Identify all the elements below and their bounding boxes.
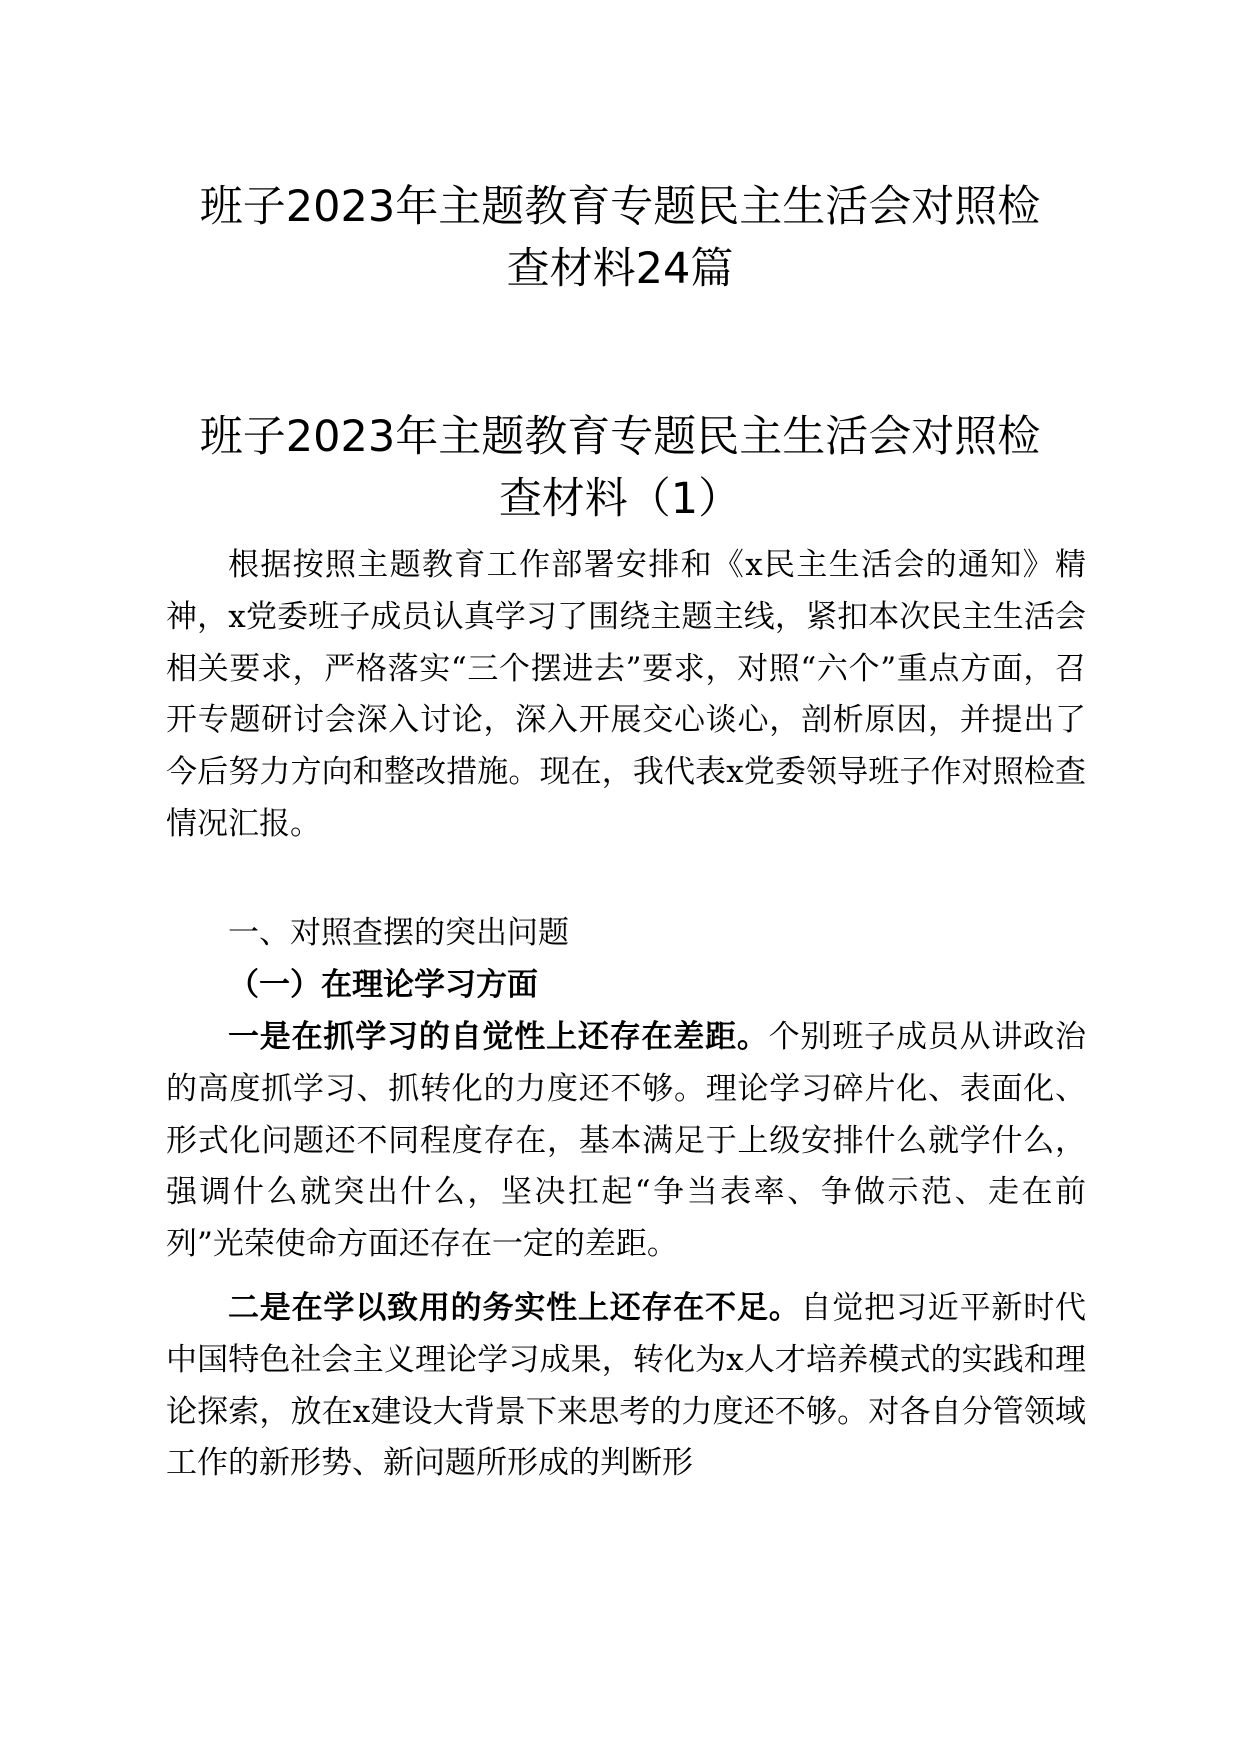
paragraph-2-lead: 二是在学以致用的务实性上还存在不足。 — [228, 1290, 801, 1326]
article-title-line2: 查材料（1） — [498, 474, 742, 524]
paragraph-1 — [166, 1012, 1086, 1271]
paragraph-1-text: 个别班子成员从讲政治的高度抓学习、抓转化的力度还不够。理论学习碎片化、表面化、形式化问题还不同程度存在，基本满足于上级安排什么就学什么，强调什么就突出什么，坚决扛起“争当表率、争做示范、走在前列”光荣使命方面还存在一定的差距。 — [166, 1019, 1087, 1263]
article-title-line1: 班子2023年主题教育专题民主生活会对照检 — [199, 412, 1041, 462]
document-title — [160, 176, 1080, 300]
section-heading: 一、对照查摆的突出问题 — [228, 915, 569, 951]
document-title-line1: 班子2023年主题教育专题民主生活会对照检 — [199, 182, 1041, 232]
subsection-heading: （一）在理论学习方面 — [228, 967, 538, 1003]
paragraph-1-lead: 一是在抓学习的自觉性上还存在差距。 — [228, 1019, 769, 1055]
paragraph-2-text: 自觉把习近平新时代中国特色社会主义理论学习成果，转化为x人才培养模式的实践和理论探索，放在x建设大背景下来思考的力度还不够。对各自分管领域工作的新形势、新问题所形成的判断形 — [166, 1290, 1087, 1482]
intro-paragraph: 根据按照主题教育工作部署安排和《x民主生活会的通知》精神，x党委班子成员认真学习了围绕主题主线，紧扣本次民主生活会相关要求，严格落实“三个摆进去”要求，对照“六个”重点方面，召开专题研讨会深入讨论，深入开展交心谈心，剖析原因，并提出了今后努力方向和整改措施。现在，我代表x党委领导班子作对照检查情况汇报。 — [166, 547, 1086, 842]
document-title-line2: 查材料24篇 — [506, 244, 734, 294]
article-title — [160, 406, 1080, 530]
paragraph-2 — [166, 1283, 1086, 1490]
